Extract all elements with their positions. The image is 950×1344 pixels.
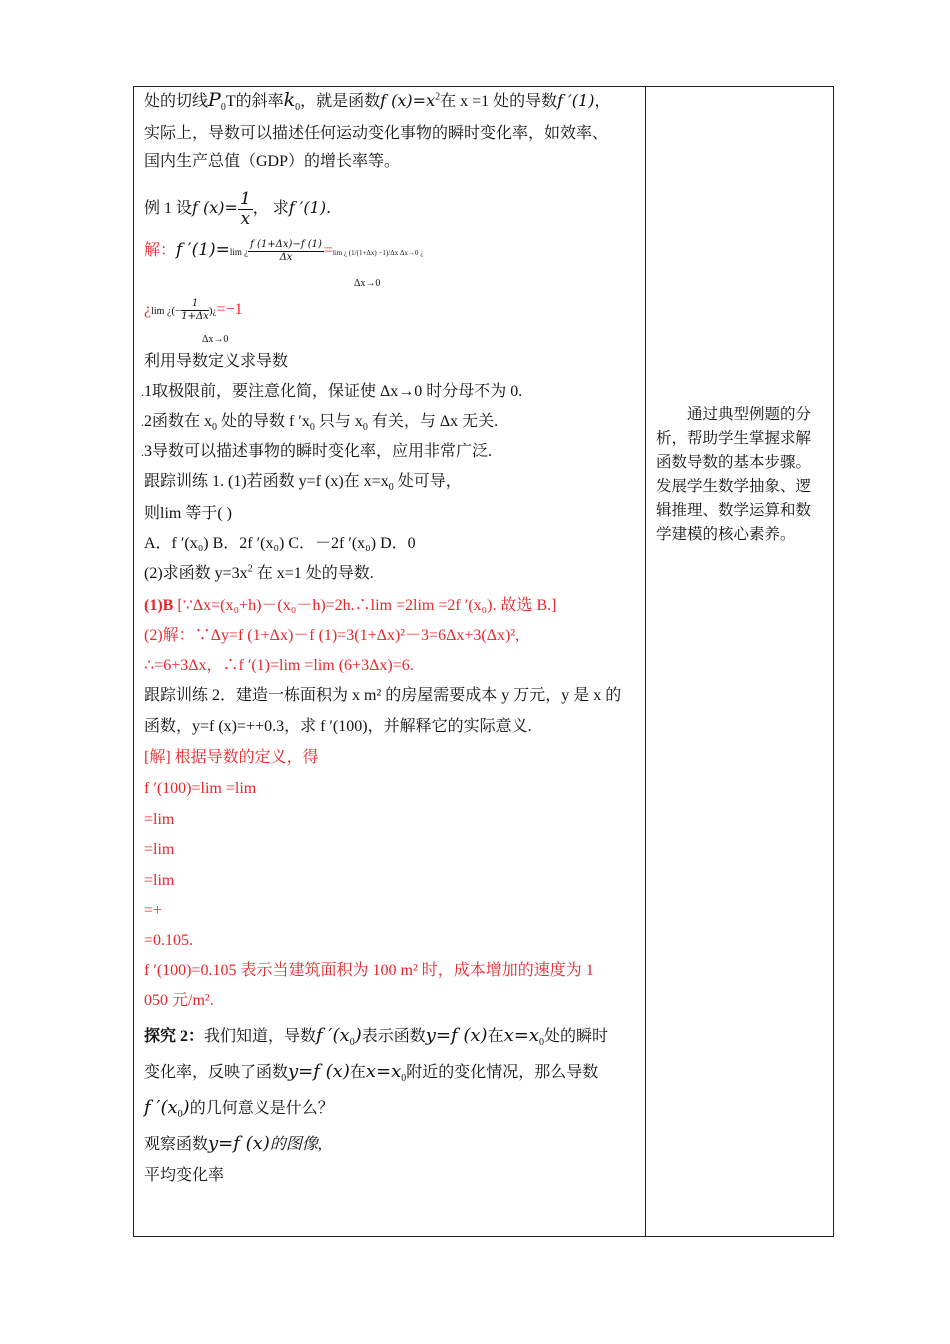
answer-2: (2)解：∵Δy=f (1+Δx)－f (1)=3(1+Δx)²－3=6Δx+3(Δx)²,	[144, 627, 520, 644]
answer-3: ∴=6+3Δx，∴f ′(1)=lim =lim (6+3Δx)=6.	[144, 657, 414, 674]
line-gdp: 国内生产总值（GDP）的增长率等。	[144, 153, 401, 170]
explore-2-line-1: 探究 2：我们知道，导数f $'(x_0)$表示函数y=f (x)在$x=x_0$处的瞬时	[144, 1025, 608, 1049]
solution-2-head: [解] 根据导数的定义，得	[144, 749, 319, 766]
solution-2-step-3: =lim	[144, 841, 175, 858]
observe-graph: 观察函数y=f (x)的图像,	[144, 1133, 322, 1154]
column-divider	[645, 87, 646, 1236]
solution-2-meaning-cont: 050 元/m².	[144, 992, 214, 1009]
design-intent-text: 通过典型例题的分析，帮助学生掌握求解函数导数的基本步骤。发展学生数学抽象、逻辑推理、数学运算和数学建模的核心素养。	[656, 406, 812, 543]
answer-1: (1)B [∵Δx=(x₀+h)－(x₀－h)=2h.∴lim =2lim =2f ′(x₀). 故选 B.]	[144, 597, 557, 614]
method-title: 利用导数定义求导数	[144, 353, 289, 370]
average-rate: 平均变化率	[144, 1167, 225, 1184]
exercise-1-options: A．f ′(x₀) B．2f ′(x₀) C．－2f ′(x₀) D．0	[144, 535, 416, 552]
method-point-3: . 3导数可以描述事物的瞬时变化率，应用非常广泛.	[141, 443, 493, 460]
solution-2-step-6: =0.105.	[144, 932, 194, 949]
exercise-2-line-1: 跟踪训练 2．建造一栋面积为 x m² 的房屋需要成本 y 万元，y 是 x 的	[144, 687, 622, 704]
solution-2-meaning: f ′(100)=0.105 表示当建筑面积为 100 m² 时，成本增加的速度为 1	[144, 962, 594, 979]
exercise-2-line-2: 函数，y=f (x)=++0.3，求 f ′(100)，并解释它的实际意义.	[144, 718, 532, 735]
solution-2-step-1: f ′(100)=lim =lim	[144, 780, 257, 797]
exercise-1-lim: 则lim 等于( )	[144, 505, 232, 522]
method-point-2: . 2函数在 $x_0$ 处的导数 f $'x_0$ 只与 $x_0$ 有关，与 Δx 无关.	[141, 413, 499, 434]
solution-line-2: ¿lim ¿(− $\frac{1}{1+\Delta x}$ )¿=−1 Δx→0	[144, 298, 243, 345]
line-tangent-slope: 处的切线$P_0T$的斜率$k_0$，就是函数f $(x)=x^2$在 x =1 处的导数f ′(1)，	[144, 89, 611, 114]
solution-line-1: 解：f ′(1)=lim ¿ $\frac{f (1+\Delta x)-f (1)}{\Delta x}$ =lim ¿ (1/(1+Δx) −1)/Δx Δx→0 ¿ Δx→0	[144, 238, 424, 289]
explore-2-line-2: 变化率，反映了函数y=f (x)在$x=x_0$附近的变化情况，那么导数	[144, 1061, 599, 1085]
explore-2-line-3: f $'(x_0)$的几何意义是什么？	[144, 1097, 334, 1121]
method-point-1: . 1取极限前，要注意化简，保证使 Δx→0 时分母不为 0.	[141, 383, 523, 400]
lesson-table	[133, 86, 834, 1237]
solution-2-step-5: =+	[144, 902, 163, 919]
solution-2-step-2: =lim	[144, 811, 175, 828]
example-1: 例 1 设f (x)= $\frac{1}{x}$ ， 求f ′(1).	[144, 189, 332, 229]
exercise-1-q2: (2)求函数 $y=3x^2$ 在 x=1 处的导数.	[144, 563, 374, 582]
line-derivative-rate: 实际上，导数可以描述任何运动变化事物的瞬时变化率，如效率、	[144, 125, 609, 142]
solution-2-step-4: =lim	[144, 872, 175, 889]
exercise-1-q1: 跟踪训练 1. (1)若函数 y=f (x)在 $x=x_0$ 处可导，	[144, 473, 462, 494]
design-intent-column	[656, 403, 826, 547]
